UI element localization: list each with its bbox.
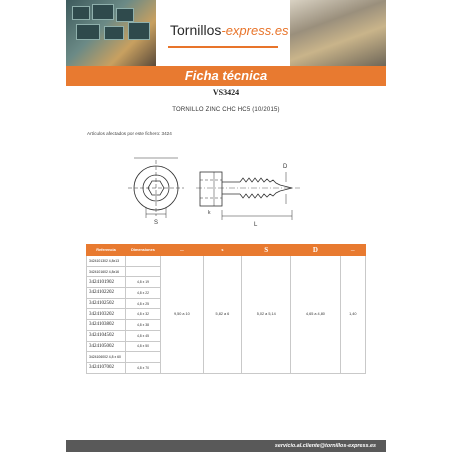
row-ref: 3424101602 4,8x16 (87, 266, 126, 277)
row-ref: 3424104502 (87, 330, 126, 341)
row-dim: 4,8 x 32 (126, 309, 161, 320)
logo-accent-text: -express.es (221, 23, 289, 38)
row-ref: 3424101302 4,8x13 (87, 256, 126, 267)
row-dim: 4,8 x 70 (126, 362, 161, 373)
merged-value-5: 1,40 (340, 256, 365, 374)
product-code: VS3424 (212, 88, 240, 97)
col-header-dimensiones: Dimensiones (126, 245, 161, 256)
merged-value-1: 9,50 a 10 (161, 256, 204, 374)
thread-top (240, 178, 280, 185)
header-photo-tools (66, 0, 156, 66)
page-title: Ficha técnica (184, 68, 268, 83)
brand-logo (170, 22, 289, 38)
row-ref: 3424103802 (87, 320, 126, 331)
thread-bottom (240, 191, 280, 198)
logo-main-text: Tornillos (170, 22, 222, 38)
table-header-row (87, 245, 366, 256)
col-header-referencia: Referencia (87, 245, 126, 256)
technical-drawing (120, 150, 340, 228)
row-dim: 4,8 x 45 (126, 330, 161, 341)
product-subtitle: TORNILLO ZINC CHC HC5 (10/2015) (172, 107, 280, 113)
row-dim (126, 352, 161, 363)
col-header-d: D (291, 245, 340, 256)
merged-value-4: 4,65 a 4,80 (291, 256, 340, 374)
row-dim: 4,8 x 25 (126, 298, 161, 309)
merged-value-2: 5,82 a 6 (203, 256, 241, 374)
row-ref: 3424103202 (87, 309, 126, 320)
row-dim: 4,8 x 22 (126, 288, 161, 299)
row-ref: 3424107002 (87, 362, 126, 373)
footer-email-link[interactable]: servicio.al.cliente@tornillos-express.es (274, 443, 376, 449)
merged-value-3: 5,02 a 5,14 (242, 256, 291, 374)
table-row (87, 256, 366, 267)
col-header-p: — (340, 245, 365, 256)
row-ref: 3424102502 (87, 298, 126, 309)
label-d: D (283, 164, 288, 170)
row-ref: 3424101902 (87, 277, 126, 288)
label-l: L (254, 222, 258, 228)
affected-articles-text: Artículos afectados por este fichero: 3424 (87, 131, 172, 136)
label-k: k (208, 210, 211, 216)
col-header-k: s (203, 245, 241, 256)
logo-underline (168, 46, 278, 48)
row-dim (126, 256, 161, 267)
col-header-s: S (242, 245, 291, 256)
row-dim: 4,8 x 38 (126, 320, 161, 331)
row-dim (126, 266, 161, 277)
row-ref: 3424102202 (87, 288, 126, 299)
row-dim: 4,8 x 50 (126, 341, 161, 352)
row-ref: 3424106002 4,8 x 60 (87, 352, 126, 363)
col-header-l: — (161, 245, 204, 256)
row-ref: 3424105002 (87, 341, 126, 352)
spec-table (86, 244, 366, 374)
head-side-view (200, 172, 222, 206)
row-dim: 4,8 x 19 (126, 277, 161, 288)
label-s: S (154, 220, 159, 226)
header-photo-screws (290, 0, 386, 66)
